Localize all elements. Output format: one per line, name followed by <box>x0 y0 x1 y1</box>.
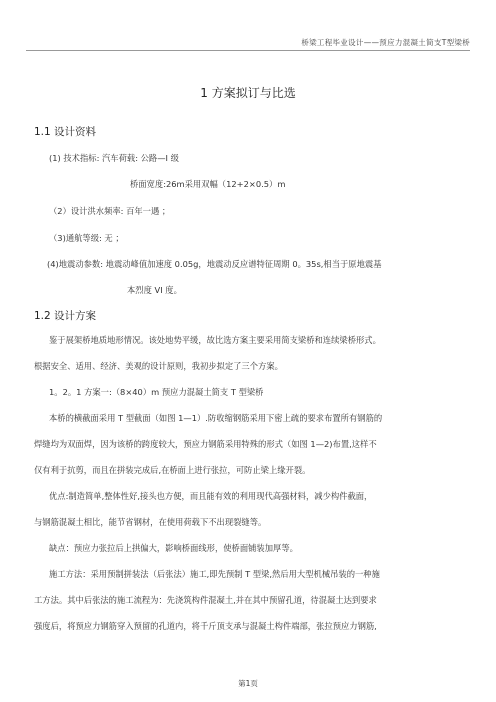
header-rule <box>26 50 470 51</box>
section-heading-1-1: 1.1 设计资料 <box>34 126 97 138</box>
spec-item: 本烈度 VI 度。 <box>127 285 182 295</box>
body-line: 施工方法：采用预制拼装法（后张法）施工,即先预制 T 型梁,然后用大型机械吊装的一种施 <box>49 569 380 579</box>
spec-item: 桥面宽度:26m采用双幅（12+2×0.5）m <box>130 179 286 189</box>
spec-item: （3)通航等级: 无 ； <box>49 233 124 243</box>
running-header: 桥梁工程毕业设计——预应力混凝土简支T型梁桥 <box>301 38 470 47</box>
section-heading-1-2: 1.2 设计方案 <box>34 310 97 322</box>
spec-item: （2）设计洪水频率: 百年一遇 ； <box>49 206 171 216</box>
body-line: 与钢筋混凝土相比，能节省钢材，在使用荷载下不出现裂缝等。 <box>34 517 267 527</box>
body-line: 鉴于展架桥地质地形情况。该处地势平缓，故比选方案主要采用简支梁桥和连续梁桥形式。 <box>49 335 381 345</box>
body-line: 焊缝均为双面焊，因为该桥的跨度较大，预应力钢筋采用特殊的形式（如图 1—2)布置,这样不 <box>34 439 377 449</box>
chapter-title: 1 方案拟订与比选 <box>200 86 296 100</box>
spec-item: (4)地震动参数: 地震动峰值加速度 0.05g，地震动反应谱特征周期 0。35s,相当于原地震基 <box>47 259 382 269</box>
body-line: 工方法。其中后张法的施工流程为：先浇筑构件混凝土,并在其中预留孔道，待混凝土达到要求 <box>34 595 377 605</box>
body-line: 本桥的横截面采用 T 型截面（如图 1—1）.防收缩钢筋采用下密上疏的要求布置所有钢筋的 <box>49 413 383 423</box>
body-line: 优点:制造简单,整体性好,接头也方便，而且能有效的利用现代高强材料，减少构件截面， <box>49 491 373 501</box>
body-line: 仅有利于抗剪，而且在拼装完成后,在桥面上进行张拉，可防止梁上缘开裂。 <box>34 465 311 475</box>
body-line: 强度后，将预应力钢筋穿入预留的孔道内，将千斤顶支承与混凝土构件端部，张拉预应力钢筋, <box>34 621 377 631</box>
subsection-heading: 1。2。1 方案一:（8×40）m 预应力混凝土简支 T 型梁桥 <box>49 387 264 397</box>
page-number: 第1页 <box>238 679 258 688</box>
spec-item: (1) 技术指标: 汽车荷载: 公路—I 级 <box>49 153 179 163</box>
body-line: 根据安全、适用、经济、美观的设计原则，我初步拟定了三个方案。 <box>34 361 283 371</box>
body-line: 缺点：预应力张拉后上拱偏大，影响桥面线形，使桥面铺装加厚等。 <box>49 543 298 553</box>
